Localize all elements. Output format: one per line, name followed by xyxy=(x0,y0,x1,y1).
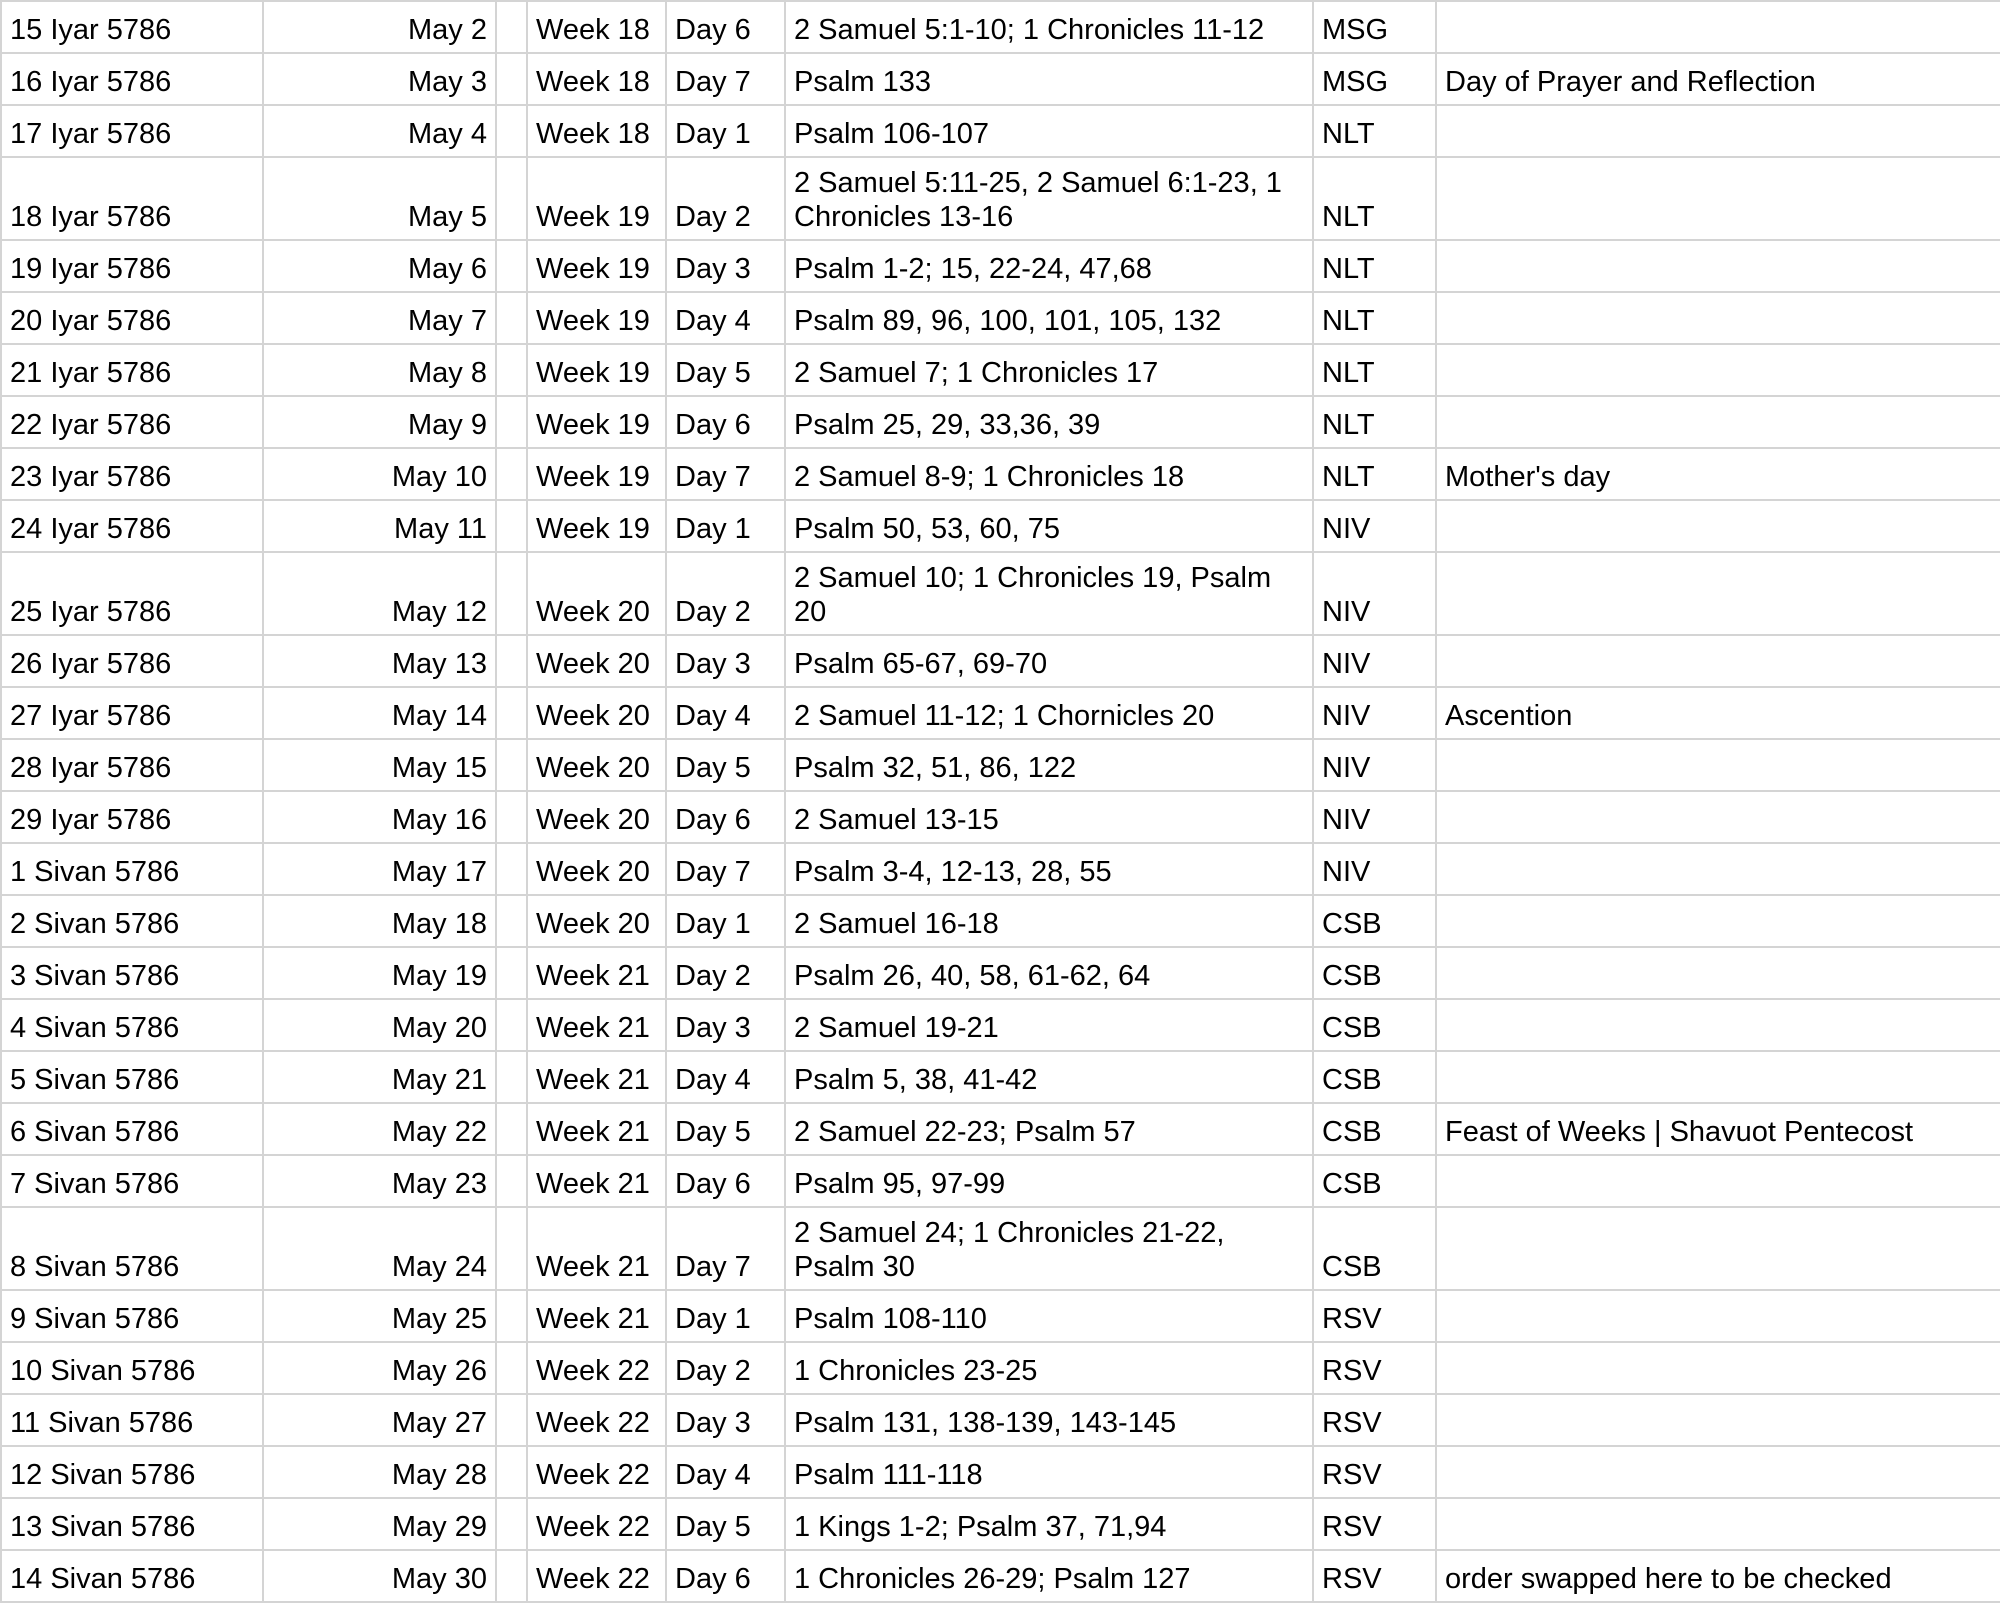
table-row xyxy=(1,635,2000,687)
note-cell[interactable] xyxy=(1436,1051,2000,1103)
hebrew-date-cell[interactable]: 8 Sivan 5786 xyxy=(1,1207,263,1290)
translation-cell[interactable]: CSB xyxy=(1313,1051,1436,1103)
reading-cell[interactable]: 2 Samuel 19-21 xyxy=(785,999,1313,1051)
note-cell[interactable] xyxy=(1436,739,2000,791)
note-cell[interactable] xyxy=(1436,552,2000,635)
hebrew-date-cell[interactable]: 16 Iyar 5786 xyxy=(1,53,263,105)
spacer-cell[interactable] xyxy=(496,1,527,53)
reading-cell[interactable]: 2 Samuel 22-23; Psalm 57 xyxy=(785,1103,1313,1155)
reading-cell[interactable]: 1 Chronicles 23-25 xyxy=(785,1342,1313,1394)
reading-cell[interactable]: Psalm 32, 51, 86, 122 xyxy=(785,739,1313,791)
translation-cell[interactable]: NIV xyxy=(1313,552,1436,635)
note-cell[interactable] xyxy=(1436,1342,2000,1394)
reading-cell[interactable]: 2 Samuel 7; 1 Chronicles 17 xyxy=(785,344,1313,396)
gregorian-date-cell[interactable]: May 30 xyxy=(263,1550,496,1602)
translation-cell[interactable]: NLT xyxy=(1313,157,1436,240)
reading-cell[interactable]: Psalm 1-2; 15, 22-24, 47,68 xyxy=(785,240,1313,292)
note-cell[interactable] xyxy=(1436,396,2000,448)
table-row xyxy=(1,240,2000,292)
hebrew-date-cell[interactable]: 25 Iyar 5786 xyxy=(1,552,263,635)
gregorian-date-cell[interactable]: May 18 xyxy=(263,895,496,947)
spacer-cell[interactable] xyxy=(496,240,527,292)
spacer-cell[interactable] xyxy=(496,53,527,105)
table-row xyxy=(1,1155,2000,1207)
gregorian-date-cell[interactable]: May 27 xyxy=(263,1394,496,1446)
gregorian-date-cell[interactable]: May 12 xyxy=(263,552,496,635)
spacer-cell[interactable] xyxy=(496,1051,527,1103)
day-cell[interactable]: Day 5 xyxy=(666,1498,785,1550)
note-cell[interactable] xyxy=(1436,999,2000,1051)
week-cell[interactable]: Week 19 xyxy=(527,157,666,240)
reading-cell[interactable]: 2 Samuel 24; 1 Chronicles 21-22, Psalm 30 xyxy=(785,1207,1313,1290)
note-cell[interactable] xyxy=(1436,1394,2000,1446)
reading-cell[interactable]: 1 Chronicles 26-29; Psalm 127 xyxy=(785,1550,1313,1602)
spacer-cell[interactable] xyxy=(496,396,527,448)
hebrew-date-cell[interactable]: 1 Sivan 5786 xyxy=(1,843,263,895)
day-cell[interactable]: Day 2 xyxy=(666,947,785,999)
hebrew-date-cell[interactable]: 3 Sivan 5786 xyxy=(1,947,263,999)
day-cell[interactable]: Day 4 xyxy=(666,687,785,739)
translation-cell[interactable]: RSV xyxy=(1313,1446,1436,1498)
note-cell[interactable]: Day of Prayer and Reflection xyxy=(1436,53,2000,105)
note-cell[interactable] xyxy=(1436,1207,2000,1290)
translation-cell[interactable]: RSV xyxy=(1313,1498,1436,1550)
week-cell[interactable]: Week 22 xyxy=(527,1550,666,1602)
gregorian-date-cell[interactable]: May 10 xyxy=(263,448,496,500)
translation-cell[interactable]: NIV xyxy=(1313,687,1436,739)
gregorian-date-cell[interactable]: May 28 xyxy=(263,1446,496,1498)
gregorian-date-cell[interactable]: May 9 xyxy=(263,396,496,448)
week-cell[interactable]: Week 18 xyxy=(527,1,666,53)
note-cell[interactable] xyxy=(1436,1,2000,53)
hebrew-date-cell[interactable]: 23 Iyar 5786 xyxy=(1,448,263,500)
table-row xyxy=(1,843,2000,895)
hebrew-date-cell[interactable]: 22 Iyar 5786 xyxy=(1,396,263,448)
reading-cell[interactable]: 2 Samuel 13-15 xyxy=(785,791,1313,843)
day-cell[interactable]: Day 4 xyxy=(666,1446,785,1498)
reading-cell[interactable]: Psalm 133 xyxy=(785,53,1313,105)
day-cell[interactable]: Day 1 xyxy=(666,500,785,552)
week-cell[interactable]: Week 22 xyxy=(527,1394,666,1446)
gregorian-date-cell[interactable]: May 5 xyxy=(263,157,496,240)
week-cell[interactable]: Week 22 xyxy=(527,1446,666,1498)
hebrew-date-cell[interactable]: 7 Sivan 5786 xyxy=(1,1155,263,1207)
note-cell[interactable] xyxy=(1436,1498,2000,1550)
day-cell[interactable]: Day 3 xyxy=(666,240,785,292)
reading-cell[interactable]: 2 Samuel 8-9; 1 Chronicles 18 xyxy=(785,448,1313,500)
translation-cell[interactable]: CSB xyxy=(1313,999,1436,1051)
hebrew-date-cell[interactable]: 14 Sivan 5786 xyxy=(1,1550,263,1602)
hebrew-date-cell[interactable]: 12 Sivan 5786 xyxy=(1,1446,263,1498)
note-cell[interactable] xyxy=(1436,500,2000,552)
translation-cell[interactable]: CSB xyxy=(1313,1155,1436,1207)
hebrew-date-cell[interactable]: 5 Sivan 5786 xyxy=(1,1051,263,1103)
week-cell[interactable]: Week 20 xyxy=(527,843,666,895)
spacer-cell[interactable] xyxy=(496,1550,527,1602)
translation-cell[interactable]: NIV xyxy=(1313,635,1436,687)
spacer-cell[interactable] xyxy=(496,791,527,843)
week-cell[interactable]: Week 19 xyxy=(527,396,666,448)
gregorian-date-cell[interactable]: May 23 xyxy=(263,1155,496,1207)
hebrew-date-cell[interactable]: 18 Iyar 5786 xyxy=(1,157,263,240)
table-row xyxy=(1,53,2000,105)
spacer-cell[interactable] xyxy=(496,1103,527,1155)
week-cell[interactable]: Week 19 xyxy=(527,500,666,552)
note-cell[interactable] xyxy=(1436,895,2000,947)
spacer-cell[interactable] xyxy=(496,552,527,635)
week-cell[interactable]: Week 20 xyxy=(527,552,666,635)
translation-cell[interactable]: MSG xyxy=(1313,53,1436,105)
hebrew-date-cell[interactable]: 13 Sivan 5786 xyxy=(1,1498,263,1550)
hebrew-date-cell[interactable]: 28 Iyar 5786 xyxy=(1,739,263,791)
note-cell[interactable] xyxy=(1436,791,2000,843)
table-row xyxy=(1,448,2000,500)
reading-cell[interactable]: Psalm 65-67, 69-70 xyxy=(785,635,1313,687)
table-row xyxy=(1,1342,2000,1394)
note-cell[interactable] xyxy=(1436,947,2000,999)
hebrew-date-cell[interactable]: 19 Iyar 5786 xyxy=(1,240,263,292)
hebrew-date-cell[interactable]: 24 Iyar 5786 xyxy=(1,500,263,552)
note-cell[interactable] xyxy=(1436,105,2000,157)
reading-cell[interactable]: 2 Samuel 10; 1 Chronicles 19, Psalm 20 xyxy=(785,552,1313,635)
reading-cell[interactable]: Psalm 106-107 xyxy=(785,105,1313,157)
translation-cell[interactable]: NIV xyxy=(1313,843,1436,895)
translation-cell[interactable]: NIV xyxy=(1313,739,1436,791)
day-cell[interactable]: Day 4 xyxy=(666,1051,785,1103)
translation-cell[interactable]: RSV xyxy=(1313,1342,1436,1394)
table-row xyxy=(1,396,2000,448)
table-row xyxy=(1,1103,2000,1155)
table-row xyxy=(1,552,2000,635)
week-cell[interactable]: Week 22 xyxy=(527,1498,666,1550)
week-cell[interactable]: Week 18 xyxy=(527,105,666,157)
translation-cell[interactable]: NLT xyxy=(1313,105,1436,157)
note-cell[interactable] xyxy=(1436,292,2000,344)
table-body xyxy=(1,1,2000,1602)
day-cell[interactable]: Day 1 xyxy=(666,105,785,157)
table-row xyxy=(1,1498,2000,1550)
day-cell[interactable]: Day 3 xyxy=(666,635,785,687)
reading-cell[interactable]: Psalm 108-110 xyxy=(785,1290,1313,1342)
translation-cell[interactable]: RSV xyxy=(1313,1290,1436,1342)
day-cell[interactable]: Day 4 xyxy=(666,292,785,344)
gregorian-date-cell[interactable]: May 11 xyxy=(263,500,496,552)
table-row xyxy=(1,1,2000,53)
week-cell[interactable]: Week 20 xyxy=(527,739,666,791)
spacer-cell[interactable] xyxy=(496,1394,527,1446)
day-cell[interactable]: Day 2 xyxy=(666,157,785,240)
gregorian-date-cell[interactable]: May 6 xyxy=(263,240,496,292)
spacer-cell[interactable] xyxy=(496,157,527,240)
gregorian-date-cell[interactable]: May 8 xyxy=(263,344,496,396)
week-cell[interactable]: Week 21 xyxy=(527,1103,666,1155)
week-cell[interactable]: Week 19 xyxy=(527,344,666,396)
note-cell[interactable] xyxy=(1436,157,2000,240)
spacer-cell[interactable] xyxy=(496,1207,527,1290)
table-row xyxy=(1,1446,2000,1498)
hebrew-date-cell[interactable]: 17 Iyar 5786 xyxy=(1,105,263,157)
reading-cell[interactable]: Psalm 89, 96, 100, 101, 105, 132 xyxy=(785,292,1313,344)
day-cell[interactable]: Day 6 xyxy=(666,1550,785,1602)
hebrew-date-cell[interactable]: 21 Iyar 5786 xyxy=(1,344,263,396)
hebrew-date-cell[interactable]: 4 Sivan 5786 xyxy=(1,999,263,1051)
note-cell[interactable] xyxy=(1436,843,2000,895)
translation-cell[interactable]: NLT xyxy=(1313,344,1436,396)
reading-cell[interactable]: 2 Samuel 16-18 xyxy=(785,895,1313,947)
gregorian-date-cell[interactable]: May 26 xyxy=(263,1342,496,1394)
note-cell[interactable]: Ascention xyxy=(1436,687,2000,739)
note-cell[interactable] xyxy=(1436,1446,2000,1498)
table-row xyxy=(1,500,2000,552)
spacer-cell[interactable] xyxy=(496,1290,527,1342)
week-cell[interactable]: Week 19 xyxy=(527,240,666,292)
spacer-cell[interactable] xyxy=(496,999,527,1051)
translation-cell[interactable]: CSB xyxy=(1313,1207,1436,1290)
gregorian-date-cell[interactable]: May 29 xyxy=(263,1498,496,1550)
translation-cell[interactable]: CSB xyxy=(1313,895,1436,947)
week-cell[interactable]: Week 20 xyxy=(527,687,666,739)
spacer-cell[interactable] xyxy=(496,105,527,157)
hebrew-date-cell[interactable]: 20 Iyar 5786 xyxy=(1,292,263,344)
table-row xyxy=(1,947,2000,999)
reading-cell[interactable]: Psalm 95, 97-99 xyxy=(785,1155,1313,1207)
table-row xyxy=(1,105,2000,157)
translation-cell[interactable]: MSG xyxy=(1313,1,1436,53)
week-cell[interactable]: Week 20 xyxy=(527,791,666,843)
week-cell[interactable]: Week 21 xyxy=(527,1290,666,1342)
hebrew-date-cell[interactable]: 10 Sivan 5786 xyxy=(1,1342,263,1394)
hebrew-date-cell[interactable]: 27 Iyar 5786 xyxy=(1,687,263,739)
note-cell[interactable] xyxy=(1436,344,2000,396)
day-cell[interactable]: Day 5 xyxy=(666,344,785,396)
week-cell[interactable]: Week 21 xyxy=(527,1207,666,1290)
table-row xyxy=(1,157,2000,240)
day-cell[interactable]: Day 6 xyxy=(666,396,785,448)
gregorian-date-cell[interactable]: May 24 xyxy=(263,1207,496,1290)
table-row xyxy=(1,687,2000,739)
gregorian-date-cell[interactable]: May 16 xyxy=(263,791,496,843)
hebrew-date-cell[interactable]: 11 Sivan 5786 xyxy=(1,1394,263,1446)
table-row xyxy=(1,1051,2000,1103)
gregorian-date-cell[interactable]: May 17 xyxy=(263,843,496,895)
spacer-cell[interactable] xyxy=(496,1342,527,1394)
gregorian-date-cell[interactable]: May 21 xyxy=(263,1051,496,1103)
gregorian-date-cell[interactable]: May 19 xyxy=(263,947,496,999)
reading-cell[interactable]: Psalm 111-118 xyxy=(785,1446,1313,1498)
reading-cell[interactable]: 2 Samuel 5:11-25, 2 Samuel 6:1-23, 1 Chronicles 13-16 xyxy=(785,157,1313,240)
week-cell[interactable]: Week 21 xyxy=(527,1051,666,1103)
day-cell[interactable]: Day 7 xyxy=(666,448,785,500)
day-cell[interactable]: Day 7 xyxy=(666,1207,785,1290)
reading-cell[interactable]: Psalm 131, 138-139, 143-145 xyxy=(785,1394,1313,1446)
translation-cell[interactable]: RSV xyxy=(1313,1550,1436,1602)
hebrew-date-cell[interactable]: 6 Sivan 5786 xyxy=(1,1103,263,1155)
day-cell[interactable]: Day 3 xyxy=(666,999,785,1051)
gregorian-date-cell[interactable]: May 25 xyxy=(263,1290,496,1342)
hebrew-date-cell[interactable]: 9 Sivan 5786 xyxy=(1,1290,263,1342)
note-cell[interactable] xyxy=(1436,240,2000,292)
hebrew-date-cell[interactable]: 15 Iyar 5786 xyxy=(1,1,263,53)
note-cell[interactable] xyxy=(1436,635,2000,687)
translation-cell[interactable]: NIV xyxy=(1313,500,1436,552)
spacer-cell[interactable] xyxy=(496,500,527,552)
spacer-cell[interactable] xyxy=(496,635,527,687)
gregorian-date-cell[interactable]: May 22 xyxy=(263,1103,496,1155)
translation-cell[interactable]: NLT xyxy=(1313,240,1436,292)
spacer-cell[interactable] xyxy=(496,292,527,344)
table-row xyxy=(1,344,2000,396)
week-cell[interactable]: Week 21 xyxy=(527,999,666,1051)
day-cell[interactable]: Day 2 xyxy=(666,552,785,635)
gregorian-date-cell[interactable]: May 4 xyxy=(263,105,496,157)
table-row xyxy=(1,791,2000,843)
day-cell[interactable]: Day 3 xyxy=(666,1394,785,1446)
day-cell[interactable]: Day 1 xyxy=(666,895,785,947)
week-cell[interactable]: Week 20 xyxy=(527,895,666,947)
spacer-cell[interactable] xyxy=(496,1446,527,1498)
hebrew-date-cell[interactable]: 26 Iyar 5786 xyxy=(1,635,263,687)
translation-cell[interactable]: NIV xyxy=(1313,791,1436,843)
spacer-cell[interactable] xyxy=(496,843,527,895)
day-cell[interactable]: Day 2 xyxy=(666,1342,785,1394)
gregorian-date-cell[interactable]: May 13 xyxy=(263,635,496,687)
week-cell[interactable]: Week 22 xyxy=(527,1342,666,1394)
translation-cell[interactable]: CSB xyxy=(1313,947,1436,999)
spacer-cell[interactable] xyxy=(496,1155,527,1207)
note-cell[interactable] xyxy=(1436,1155,2000,1207)
week-cell[interactable]: Week 18 xyxy=(527,53,666,105)
day-cell[interactable]: Day 5 xyxy=(666,1103,785,1155)
spacer-cell[interactable] xyxy=(496,895,527,947)
day-cell[interactable]: Day 7 xyxy=(666,843,785,895)
spacer-cell[interactable] xyxy=(496,947,527,999)
gregorian-date-cell[interactable]: May 3 xyxy=(263,53,496,105)
note-cell[interactable]: Mother's day xyxy=(1436,448,2000,500)
spacer-cell[interactable] xyxy=(496,687,527,739)
week-cell[interactable]: Week 19 xyxy=(527,448,666,500)
table-row xyxy=(1,739,2000,791)
table-row xyxy=(1,999,2000,1051)
table-row xyxy=(1,292,2000,344)
week-cell[interactable]: Week 21 xyxy=(527,947,666,999)
table-row xyxy=(1,1394,2000,1446)
reading-cell[interactable]: 2 Samuel 11-12; 1 Chornicles 20 xyxy=(785,687,1313,739)
table-row xyxy=(1,1207,2000,1290)
hebrew-date-cell[interactable]: 29 Iyar 5786 xyxy=(1,791,263,843)
table-row xyxy=(1,1550,2000,1602)
table-row xyxy=(1,895,2000,947)
reading-cell[interactable]: Psalm 5, 38, 41-42 xyxy=(785,1051,1313,1103)
spacer-cell[interactable] xyxy=(496,448,527,500)
table-row xyxy=(1,1290,2000,1342)
day-cell[interactable]: Day 6 xyxy=(666,1155,785,1207)
reading-cell[interactable]: 1 Kings 1-2; Psalm 37, 71,94 xyxy=(785,1498,1313,1550)
day-cell[interactable]: Day 6 xyxy=(666,791,785,843)
reading-cell[interactable]: Psalm 50, 53, 60, 75 xyxy=(785,500,1313,552)
hebrew-date-cell[interactable]: 2 Sivan 5786 xyxy=(1,895,263,947)
gregorian-date-cell[interactable]: May 14 xyxy=(263,687,496,739)
day-cell[interactable]: Day 7 xyxy=(666,53,785,105)
gregorian-date-cell[interactable]: May 20 xyxy=(263,999,496,1051)
day-cell[interactable]: Day 6 xyxy=(666,1,785,53)
translation-cell[interactable]: NLT xyxy=(1313,396,1436,448)
day-cell[interactable]: Day 5 xyxy=(666,739,785,791)
gregorian-date-cell[interactable]: May 15 xyxy=(263,739,496,791)
note-cell[interactable]: order swapped here to be checked xyxy=(1436,1550,2000,1602)
spacer-cell[interactable] xyxy=(496,1498,527,1550)
gregorian-date-cell[interactable]: May 2 xyxy=(263,1,496,53)
day-cell[interactable]: Day 1 xyxy=(666,1290,785,1342)
week-cell[interactable]: Week 21 xyxy=(527,1155,666,1207)
translation-cell[interactable]: NLT xyxy=(1313,448,1436,500)
translation-cell[interactable]: CSB xyxy=(1313,1103,1436,1155)
note-cell[interactable]: Feast of Weeks | Shavuot Pentecost xyxy=(1436,1103,2000,1155)
reading-cell[interactable]: Psalm 26, 40, 58, 61-62, 64 xyxy=(785,947,1313,999)
week-cell[interactable]: Week 19 xyxy=(527,292,666,344)
note-cell[interactable] xyxy=(1436,1290,2000,1342)
gregorian-date-cell[interactable]: May 7 xyxy=(263,292,496,344)
spacer-cell[interactable] xyxy=(496,739,527,791)
translation-cell[interactable]: NLT xyxy=(1313,292,1436,344)
week-cell[interactable]: Week 20 xyxy=(527,635,666,687)
reading-cell[interactable]: 2 Samuel 5:1-10; 1 Chronicles 11-12 xyxy=(785,1,1313,53)
reading-cell[interactable]: Psalm 3-4, 12-13, 28, 55 xyxy=(785,843,1313,895)
spacer-cell[interactable] xyxy=(496,344,527,396)
translation-cell[interactable]: RSV xyxy=(1313,1394,1436,1446)
reading-cell[interactable]: Psalm 25, 29, 33,36, 39 xyxy=(785,396,1313,448)
